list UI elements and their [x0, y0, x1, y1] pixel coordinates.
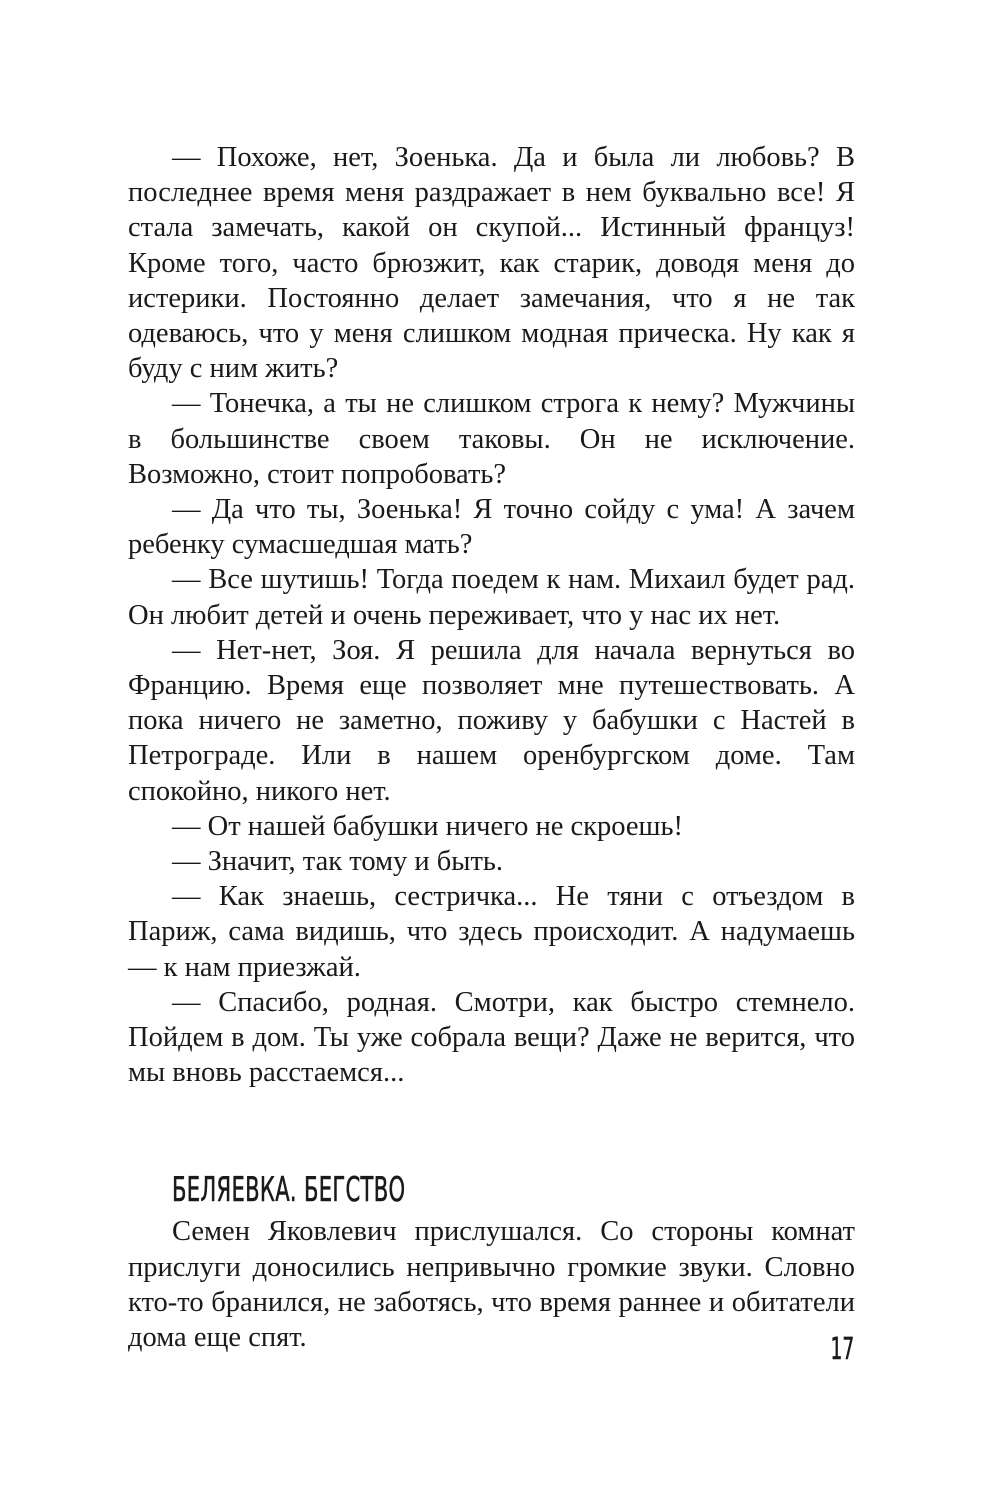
book-page: [128, 140, 855, 1355]
dialogue-paragraph: — Все шутишь! Тогда поедем к нам. Михаил будет рад. Он любит детей и очень переживает, что у нас их нет.: [128, 564, 855, 631]
dialogue-paragraph: — Спасибо, родная. Смотри, как быстро стемнело. Пойдем в дом. Ты уже собрала вещи? Даже не верится, что мы вновь расстаемся...: [128, 986, 855, 1089]
page-number: 17: [830, 1332, 854, 1367]
dialogue-paragraph: — Значит, так тому и быть.: [172, 846, 504, 878]
dialogue-paragraph: — Похоже, нет, Зоенька. Да и была ли любовь? В последнее время меня раздражает в нем буквально все! Я стала замечать, какой он скупой... Истинный француз! Кроме того, часто брюзжит, как старик, доводя меня до истерики. Постоянно делает замечания, что я не так одеваюсь, что у меня слишком модная прическа. Ну как я буду с ним жить?: [128, 142, 855, 385]
dialogue-paragraph: — Тонечка, а ты не слишком строга к нему? Мужчины в большинстве своем таковы. Он не исключение. Возможно, стоит попробовать?: [128, 388, 855, 490]
chapter-paragraph: Семен Яковлевич прислушался. Со стороны комнат прислуги доносились непривычно громкие звуки. Словно кто-то бранился, не заботясь, что время раннее и обитатели дома еще спят.: [128, 1216, 855, 1354]
dialogue-paragraph: — Да что ты, Зоенька! Я точно сойду с ума! А зачем ребенку сумасшедшая мать?: [128, 494, 855, 561]
chapter-title: БЕЛЯЕВКА. БЕГСТВО: [172, 1170, 406, 1211]
dialogue-paragraph: — Нет-нет, Зоя. Я решила для начала вернуться во Францию. Время еще позволяет мне путешествовать. А пока ничего не заметно, поживу у бабушки с Настей в Петрограде. Или в нашем оренбургском доме. Там спокойно, никого нет.: [128, 634, 855, 807]
dialogue-paragraph: — Как знаешь, сестричка... Не тяни с отъездом в Париж, сама видишь, что здесь происходит. А надумаешь — к нам приезжай.: [128, 881, 855, 983]
dialogue-paragraph: — От нашей бабушки ничего не скроешь!: [172, 810, 683, 842]
